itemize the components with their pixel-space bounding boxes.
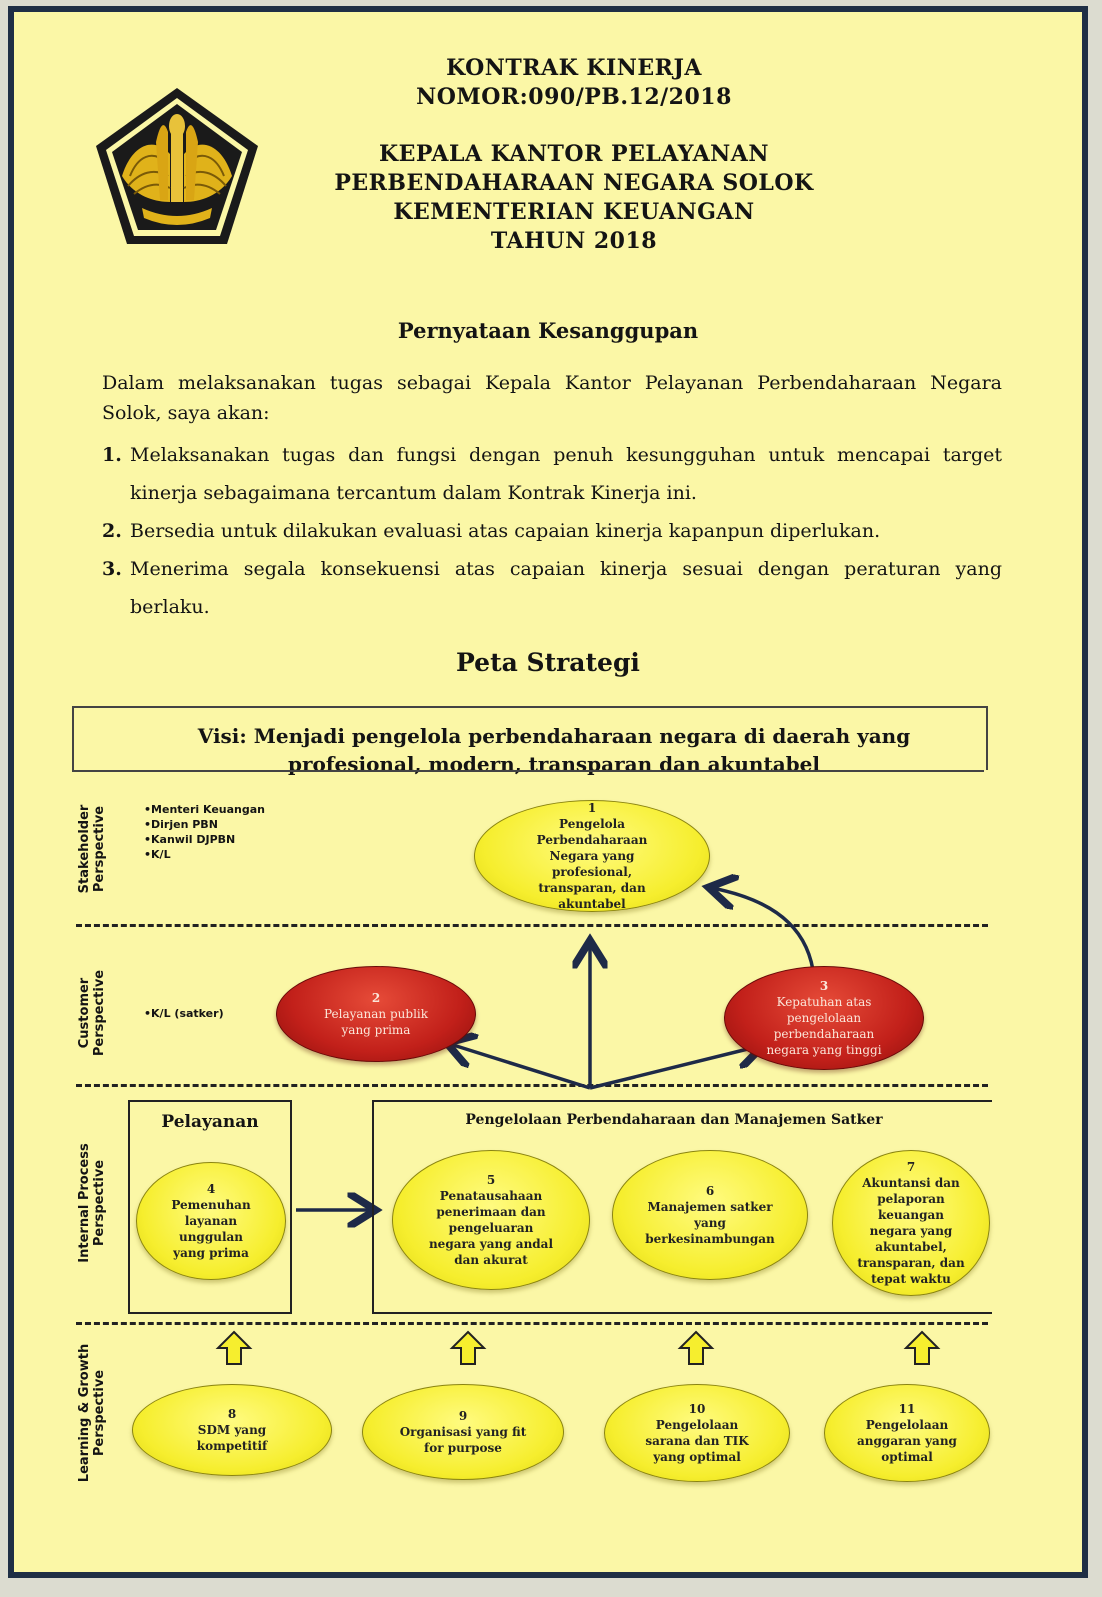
objective-9: 9 Organisasi yang fit for purpose [362,1384,564,1480]
objective-6: 6 Manajemen satker yang berkesinambungan [612,1150,808,1280]
stakeholder-list: •Menteri Keuangan •Dirjen PBN •Kanwil DJPBN •K/L [144,803,266,861]
contract-number: NOMOR:090/PB.12/2018 [416,84,732,110]
ministry-name: KEMENTERIAN KEUANGAN [393,199,755,225]
objective-10: 10 Pengelolaan sarana dan TIK yang optimal [604,1384,790,1482]
learning-growth-perspective-label: Learning & Growth Perspective [77,1343,107,1483]
up-arrow-icon [448,1330,488,1366]
up-arrow-icon [676,1330,716,1366]
up-arrow-icon [214,1330,254,1366]
strategy-map-heading: Peta Strategi [456,648,640,677]
objective-5: 5 Penatausahaan penerimaan dan pengeluaran negara yang andal dan akurat [392,1150,590,1290]
up-arrow-icon [902,1330,942,1366]
statement-intro: Dalam melaksanakan tugas sebagai Kepala Kantor Pelayanan Perbendaharaan Negara Solok, saya akan: [102,372,1002,424]
objective-1: 1 Pengelola Perbendaharaan Negara yang profesional, transparan, dan akuntabel [474,800,710,912]
objective-4: 4 Pemenuhan layanan unggulan yang prima [136,1162,286,1280]
statement-points-list [102,436,1002,626]
statement-heading: Pernyataan Kesanggupan [397,318,699,343]
customer-list: •K/L (satker) [144,1007,224,1020]
objective-8: 8 SDM yang kompetitif [132,1384,332,1476]
kementerian-keuangan-logo-icon [92,84,262,249]
stakeholder-perspective-label: Stakeholder Perspective [77,804,107,894]
statement-point: 1. Melaksanakan tugas dan fungsi dengan penuh kesungguhan untuk mencapai target kinerja sebagaimana tercantum dalam Kontrak Kinerja ini. [102,444,1002,504]
internal-process-perspective-label: Internal Process Perspective [77,1143,107,1263]
contract-title: KONTRAK KINERJA [446,55,702,81]
statement-point: 3. Menerima segala konsekuensi atas capaian kinerja sesuai dengan peraturan yang berlaku. [102,558,1002,618]
statement-point: 2. Bersedia untuk dilakukan evaluasi atas capaian kinerja kapanpun diperlukan. [102,520,881,542]
objective-11: 11 Pengelolaan anggaran yang optimal [824,1384,990,1482]
objective-7: 7 Akuntansi dan pelaporan keuangan negara yang akuntabel, transparan, dan tepat waktu [832,1150,990,1296]
pelayanan-box-title: Pelayanan [161,1112,259,1132]
document-page [8,6,1088,1578]
vision-statement: Visi: Menjadi pengelola perbendaharaan negara di daerah yang profesional, modern, transparan dan akuntabel [197,724,911,776]
contract-year: TAHUN 2018 [490,228,658,254]
customer-perspective-label: Customer Perspective [77,969,107,1057]
strategy-map [72,696,992,1496]
office-title-line-2: PERBENDAHARAAN NEGARA SOLOK [334,170,814,196]
office-title-line-1: KEPALA KANTOR PELAYANAN [379,141,769,167]
pengelolaan-box-title: Pengelolaan Perbendaharaan dan Manajemen Satker [465,1112,883,1128]
objective-3: 3 Kepatuhan atas pengelolaan perbendaharaan negara yang tinggi [724,966,924,1070]
objective-2: 2 Pelayanan publik yang prima [276,966,476,1062]
